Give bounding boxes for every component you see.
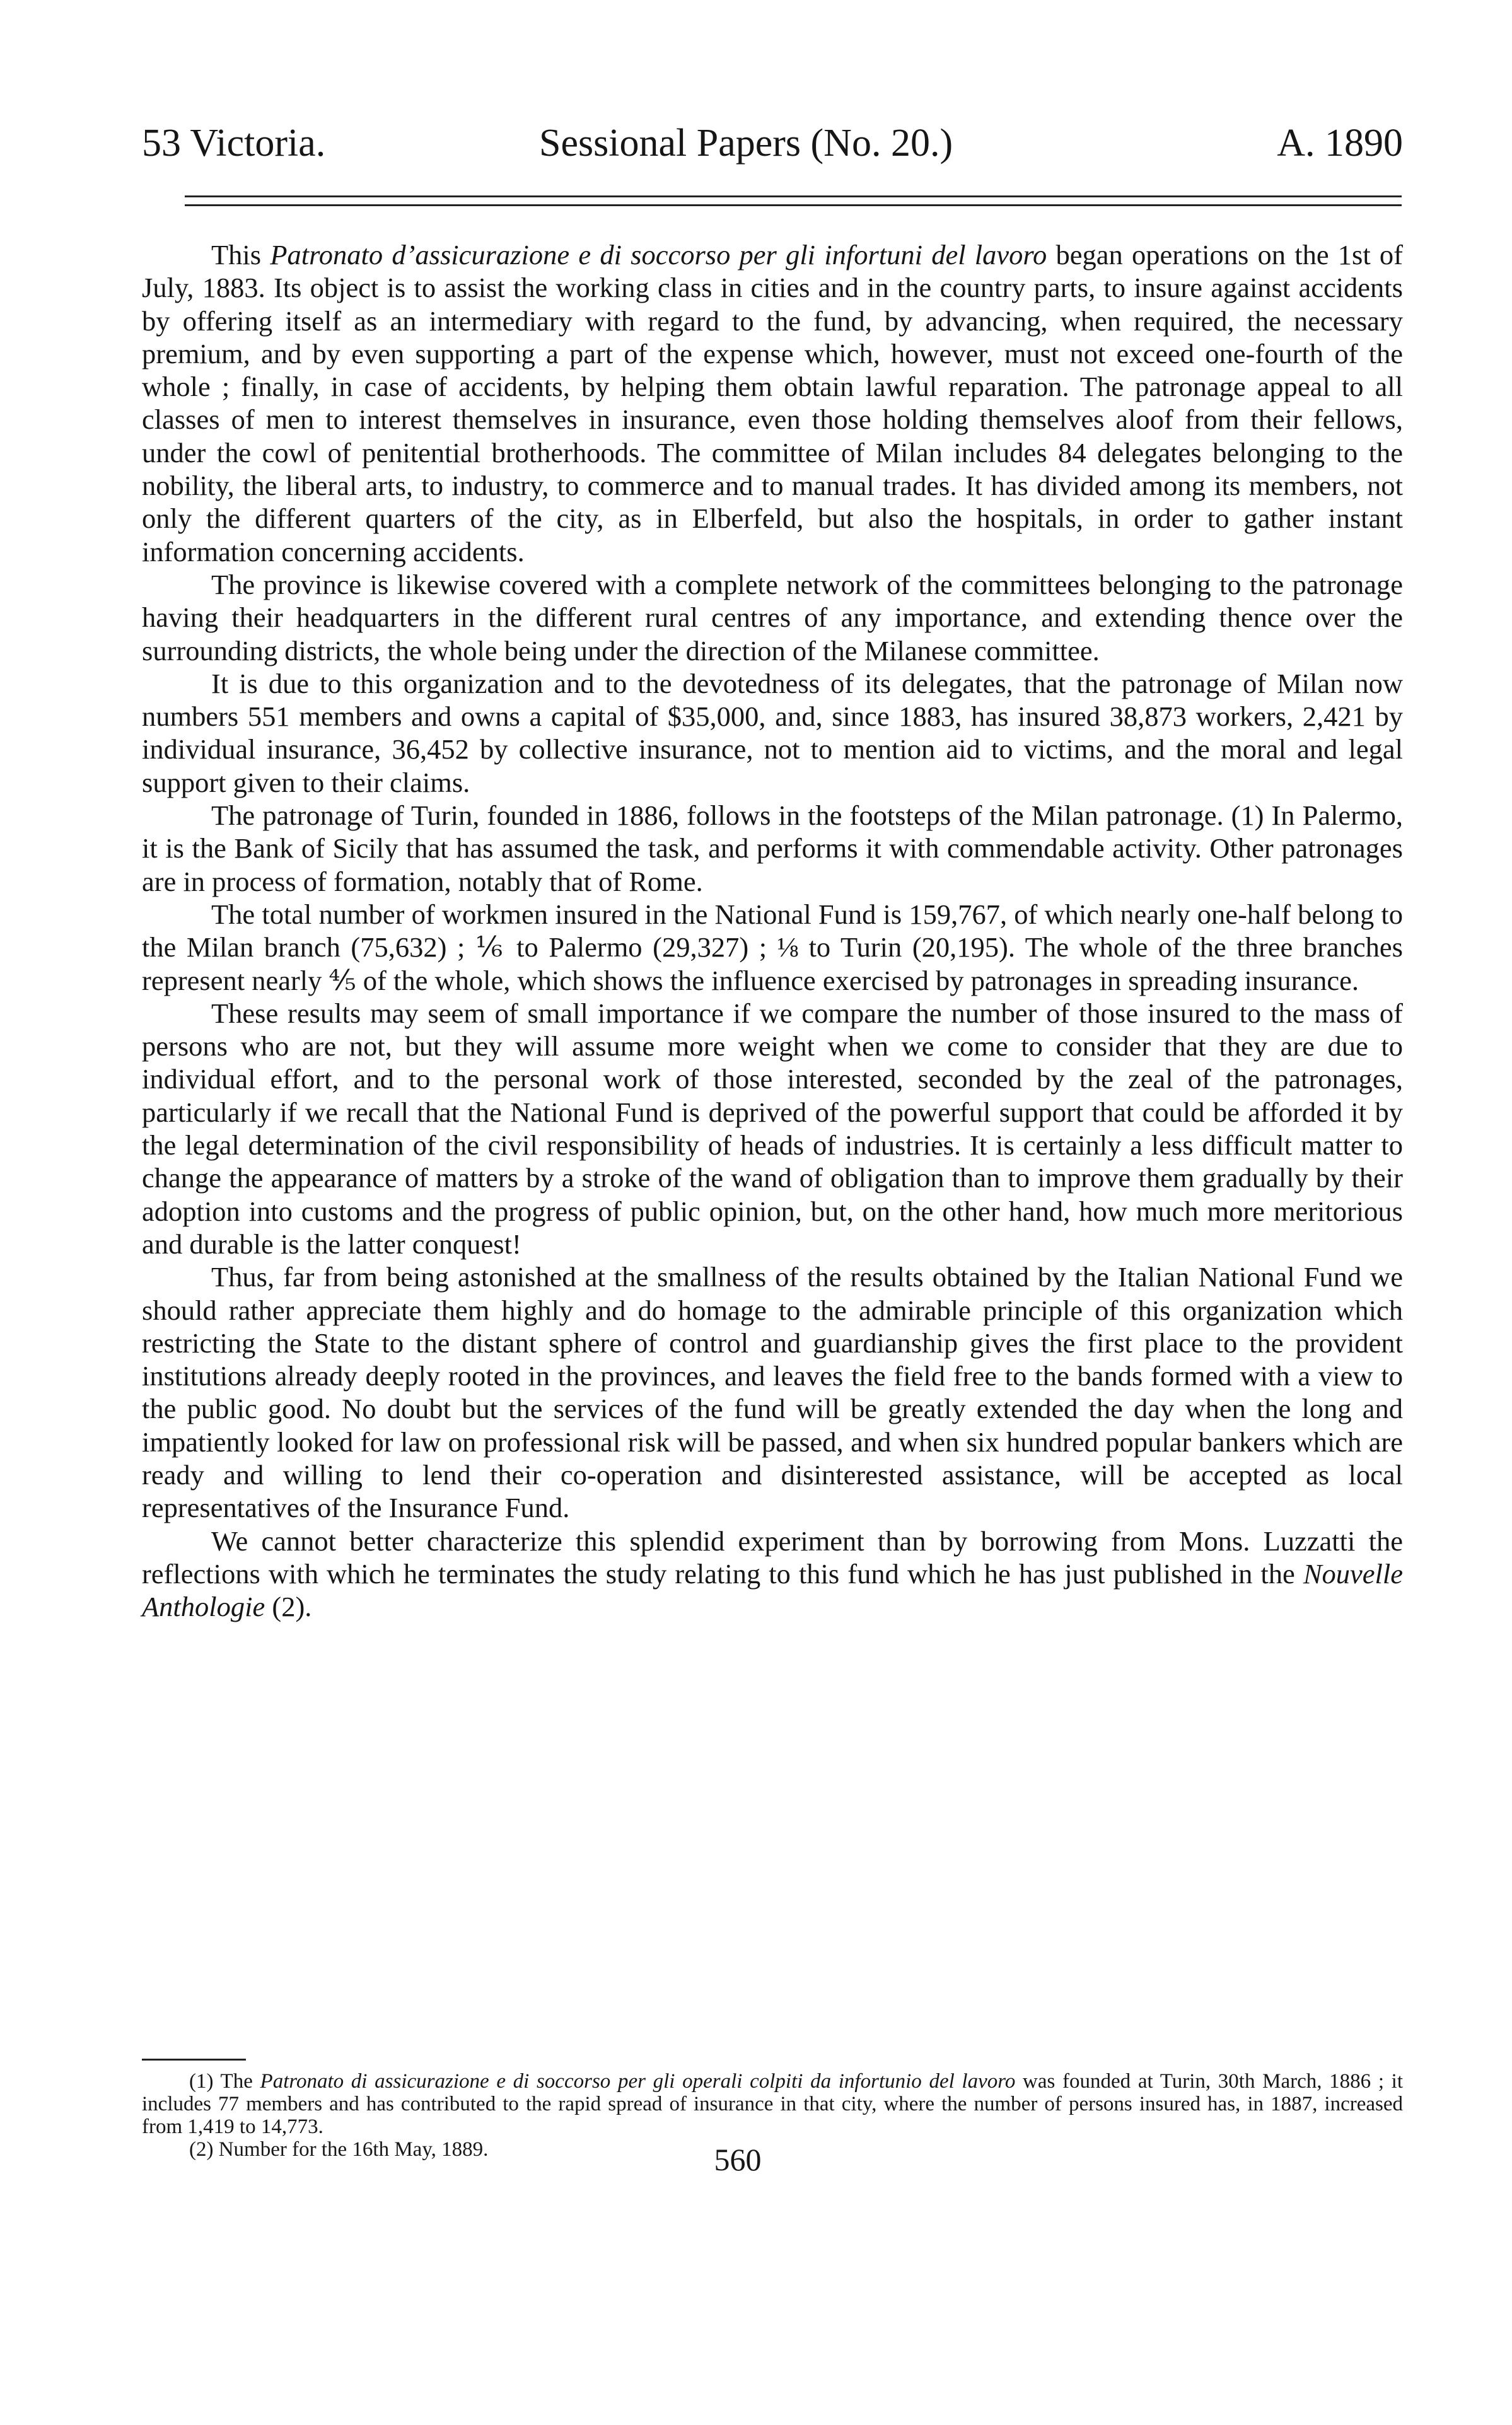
footnote-rule [142, 2059, 246, 2061]
italic-title: Patronato di assicurazione e di soccorso per gli operali colpiti da infortunio del lavoro [260, 2070, 1016, 2093]
header-title: Sessional Papers (No. 20.) [539, 122, 953, 165]
paragraph-2: The province is likewise covered with a complete network of the committees belonging to the patronage having their headquarters in the different rural centres of any importance, and extending thence over the surrounding districts, the whole being under the direction of the Milanese committee. [142, 568, 1403, 666]
paragraph-4: The patronage of Turin, founded in 1886, follows in the footsteps of the Milan patronage. (1) In Palermo, it is the Bank of Sicily that has assumed the task, and performs it with commendable activity. Other patronages are in process of formation, notably that of Rome. [142, 800, 1403, 897]
body-text [142, 238, 1403, 1623]
footnote-2: (2) Number for the 16th May, 1889. [189, 2138, 489, 2161]
paragraph-1: This Patronato d’assicurazione e di soccorso per gli infortuni del lavoro began operations on the 1st of July, 1883. Its object is to assist the working class in cities and in the country parts, to insure against accidents by offering itself as an intermediary with regard to the fund, by advancing, when required, the necessary premium, and by even supporting a part of the expense which, however, must not exceed one-fourth of the whole ; finally, in case of accidents, by helping them obtain lawful reparation. The patronage appeal to all classes of men to interest themselves in insurance, even those holding themselves aloof from their fellows, under the cowl of penitential brotherhoods. The committee of Milan includes 84 delegates belonging to the nobility, the liberal arts, to industry, to commerce and to manual trades. It has divided among its members, not only the different quarters of the city, as in Elberfeld, but also the hospitals, in order to gather instant information concerning accidents. [142, 239, 1403, 567]
paragraph-7: Thus, far from being astonished at the smallness of the results obtained by the Italian National Fund we should rather appreciate them highly and do homage to the admirable principle of this organization which restricting the State to the distant sphere of control and guardianship gives the first place to the provident institutions already deeply rooted in the provinces, and leaves the field free to the bands formed with a view to the public good. No doubt but the services of the fund will be greatly extended the day when the long and impatiently looked for law on professional risk will be passed, and when six hundred popular bankers which are ready and willing to lend their co-operation and disinterested assistance, will be accepted as local representatives of the Insurance Fund. [142, 1261, 1403, 1524]
italic-title: Patronato d’assicurazione e di soccorso per gli infortuni del lavoro [270, 239, 1047, 270]
paragraph-6: These results may seem of small importance if we compare the number of those insured to the mass of persons who are not, but they will assume more weight when we come to consider that they are due to individual effort, and to the personal work of those interested, seconded by the zeal of the patronages, particularly if we recall that the National Fund is deprived of the powerful support that could be afforded it by the legal determination of the civil responsibility of heads of industries. It is certainly a less difficult matter to change the appearance of matters by a stroke of the wand of obligation than to improve them gradually by their adoption into customs and the progress of public opinion, but, on the other hand, how much more meritorious and durable is the latter conquest! [142, 997, 1403, 1260]
paragraph-3: It is due to this organization and to the devotedness of its delegates, that the patronage of Milan now numbers 551 members and owns a capital of $35,000, and, since 1883, has insured 38,873 workers, 2,421 by individual insurance, 36,452 by collective insurance, not to mention aid to victims, and the moral and legal support given to their claims. [142, 667, 1403, 798]
italic-title: Nouvelle Anthologie [142, 1557, 1403, 1623]
page-number: 560 [714, 2142, 762, 2177]
paragraph-5: The total number of workmen insured in the National Fund is 159,767, of which nearly one-half belong to the Milan branch (75,632) ; ⅙ to Palermo (29,327) ; ⅛ to Turin (20,195). The whole of the three branches represent nearly ⅘ of the whole, which shows the influence exercised by patronages in spreading insurance. [142, 898, 1403, 996]
header-volume: 53 Victoria. [142, 122, 326, 165]
header-rule-top [185, 195, 1402, 197]
footnote-1: (1) The Patronato di assicurazione e di soccorso per gli operali colpiti da infortunio del lavoro was founded at Turin, 30th March, 1886 ; it includes 77 members and has contributed to the rapid spread of insurance in that city, where the number of persons insured has, in 1887, increased from 1,419 to 14,773. [142, 2070, 1404, 2138]
header-year: A. 1890 [1277, 122, 1403, 165]
header-rule-bottom [185, 204, 1402, 206]
paragraph-8: We cannot better characterize this splendid experiment than by borrowing from Mons. Luzzatti the reflections with which he terminates the study relating to this fund which he has just published in the Nouvelle Anthologie (2). [142, 1525, 1403, 1623]
running-header [142, 115, 1403, 172]
